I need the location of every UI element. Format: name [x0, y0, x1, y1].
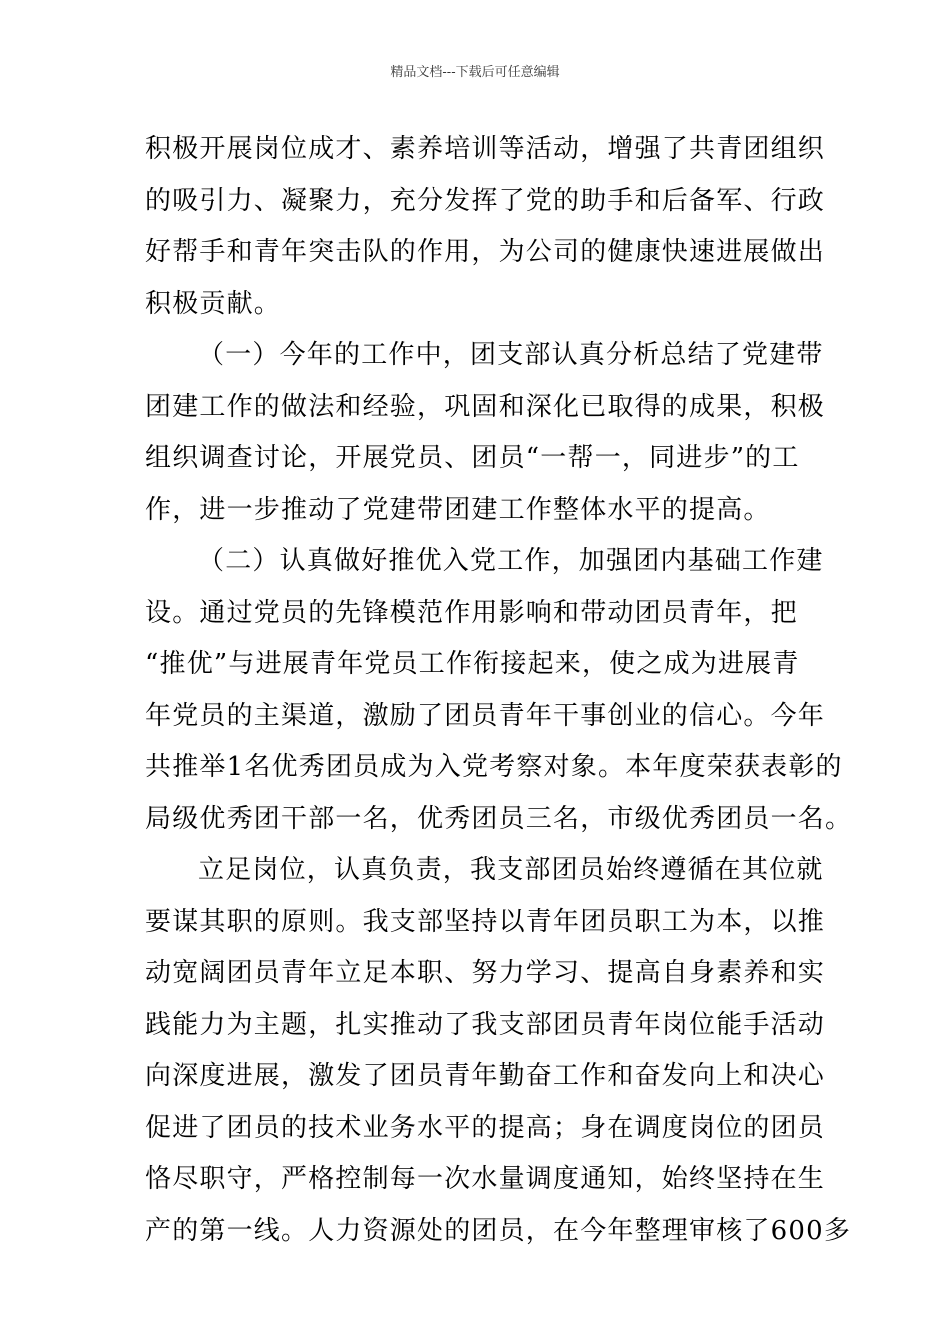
- text-line: 向深度进展，激发了团员青年勤奋工作和奋发向上和决心: [145, 1061, 826, 1091]
- text-line: 积极贡献。: [145, 288, 282, 319]
- document-body: [145, 124, 853, 1257]
- text-line: 动宽阔团员青年立足本职、努力学习、提高自身素养和实: [145, 958, 826, 988]
- paragraph-3: [145, 536, 853, 845]
- text-line: 设。通过党员的先锋模范作用影响和带动团员青年，把: [145, 597, 798, 628]
- paragraph-4: [145, 845, 852, 1257]
- text-line: 产的第一线。人力资源处的团员，在今年整理审核了600多: [145, 1215, 852, 1246]
- text-line: 立足岗位，认真负责，我支部团员始终遵循在其位就: [198, 855, 824, 885]
- text-line: 恪尽职守，严格控制每一次水量调度通知，始终坚持在生: [145, 1164, 826, 1194]
- text-line: 组织调查讨论，开展党员、团员“一帮一，同进步”的工: [145, 443, 800, 473]
- text-line: 积极开展岗位成才、素养培训等活动，增强了共青团组织: [145, 134, 826, 164]
- text-line: 好帮手和青年突击队的作用，为公司的健康快速进展做出: [145, 237, 826, 267]
- text-line: 局级优秀团干部一名，优秀团员三名，市级优秀团员一名。: [145, 803, 853, 834]
- text-line: 年党员的主渠道，激励了团员青年干事创业的信心。今年: [145, 700, 826, 731]
- text-line: 践能力为主题，扎实推动了我支部团员青年岗位能手活动: [145, 1009, 826, 1040]
- page-header: 精品文档---下载后可任意编辑: [390, 65, 560, 80]
- text-line: 的吸引力、凝聚力，充分发挥了党的助手和后备军、行政: [145, 185, 826, 216]
- text-line: （二）认真做好推优入党工作，加强团内基础工作建: [198, 546, 824, 576]
- text-line: 团建工作的做法和经验，巩固和深化已取得的成果，积极: [145, 391, 826, 422]
- text-line: （一）今年的工作中，团支部认真分析总结了党建带: [198, 340, 824, 370]
- text-line: “推优”与进展青年党员工作衔接起来，使之成为进展青: [145, 649, 800, 679]
- paragraph-2: [145, 330, 826, 536]
- paragraph-1: [145, 124, 826, 330]
- text-line: 共推举1名优秀团员成为入党考察对象。本年度荣获表彰的: [145, 752, 843, 782]
- text-line: 促进了团员的技术业务水平的提高；身在调度岗位的团员: [145, 1112, 826, 1143]
- text-line: 作，进一步推动了党建带团建工作整体水平的提高。: [145, 494, 771, 525]
- text-line: 要谋其职的原则。我支部坚持以青年团员职工为本，以推: [145, 906, 826, 937]
